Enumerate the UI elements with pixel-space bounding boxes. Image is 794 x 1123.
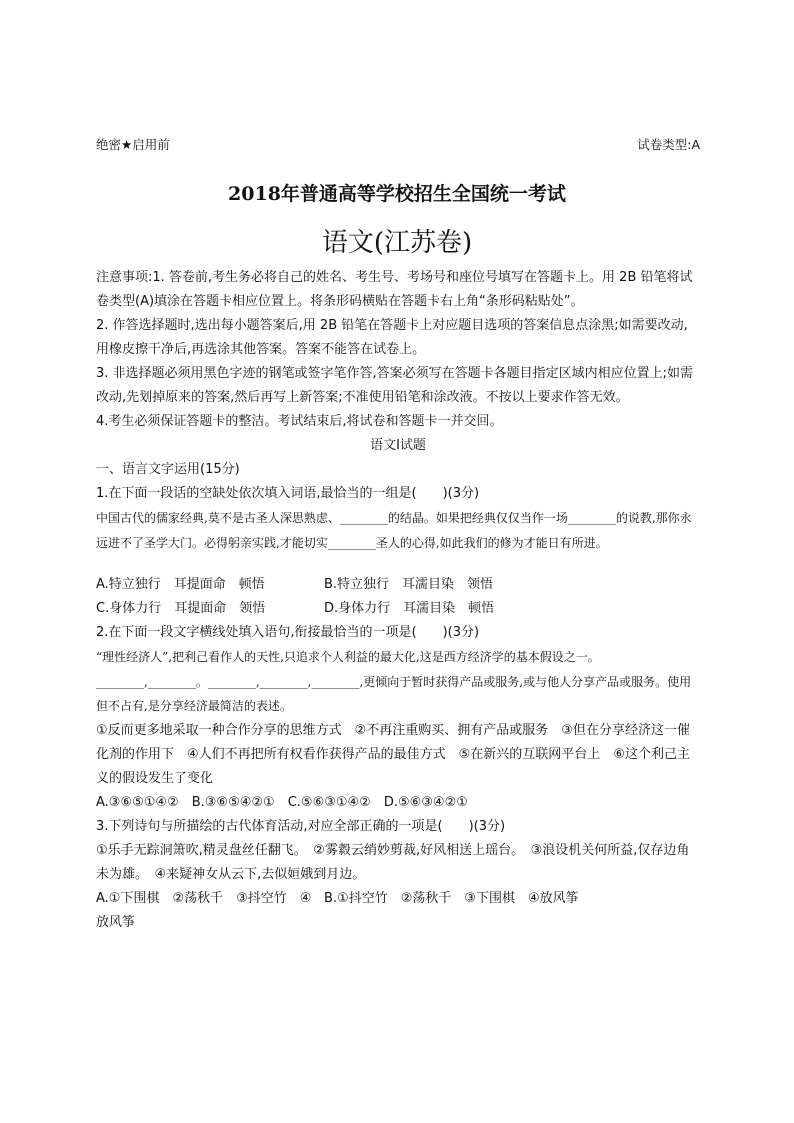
section-heading: 一、语言文字运用(15分): [96, 462, 240, 477]
note-2: 2. 作答选择题时,选出每小题答案后,用 2B 铅笔在答题卡上对应题目选项的答案信息点涂黑;如需要改动,用橡皮擦干净后,再选涂其他答案。答案不能答在试卷上。: [96, 318, 688, 357]
q1-options: [96, 573, 700, 621]
q3-option-a: A.①下围棋 ②荡秋千 ③抖空竹 ④放风筝: [96, 890, 312, 930]
q2-items: ①反而更多地采取一种合作分享的思维方式 ②不再注重购买、拥有产品或服务 ③但在分享经济这一催化剂的作用下 ④人们不再把所有权看作获得产品的最佳方式 ⑤在新兴的互联网平台上 ⑥这个利己主义的假设发生了变化: [96, 722, 690, 786]
subject-title: 语文(江苏卷): [321, 228, 473, 258]
note-3: 3. 非选择题必须用黑色字迹的钢笔或签字笔作答,答案必须写在答题卡各题目指定区域内相应位置上;如需改动,先划掉原来的答案,然后再写上新答案;不准使用铅笔和涂改液。不按以上要求作答无效。: [96, 366, 694, 405]
exam-body: [96, 266, 700, 935]
part-title: 语文Ⅰ试题: [370, 438, 426, 453]
q3-poems: ①乐手无踪洞箫吹,精灵盘丝任翻飞。 ②雾縠云绡妙剪裁,好风相送上瑶台。 ③浪设机关何所益,仅存边角未为雄。 ④来疑神女从云下,去似姮娥到月边。: [96, 842, 690, 882]
q2-passage: “理性经济人”,把利己看作人的天性,只追求个人利益的最大化,这是西方经济学的基本假设之一。________,________。________,________,________,更倾向于暂时获得产品或服务,或与他人分享产品或服务。使用但不占有,是分享经济最简洁的表述。: [96, 650, 692, 713]
q3-option-b: B.①抖空竹 ②荡秋千 ③下围棋 ④放风筝: [324, 890, 579, 906]
spacer: [96, 555, 700, 573]
q1-option-a: A.特立独行 耳提面命 顿悟: [96, 577, 265, 592]
q1-option-b: B.特立独行 耳濡目染 领悟: [324, 577, 494, 592]
confidential-label: 绝密★启用前: [96, 137, 170, 152]
note-4: 4.考生必须保证答题卡的整洁。考试结束后,将试卷和答题卡一并交回。: [96, 414, 503, 429]
q1-stem: 1.在下面一段话的空缺处依次填入词语,最恰当的一组是( )(3分): [96, 486, 480, 501]
q1-option-d: D.身体力行 耳濡目染 顿悟: [324, 601, 495, 616]
q3-stem: 3.下列诗句与所描绘的古代体育活动,对应全部正确的一项是( )(3分): [96, 818, 506, 834]
header-line: [96, 136, 700, 154]
q2-stem: 2.在下面一段文字横线处填入语句,衔接最恰当的一项是( )(3分): [96, 625, 480, 640]
q2-options: A.③⑥⑤①④② B.③⑥⑤④②① C.⑤⑥③①④② D.⑤⑥③④②①: [96, 794, 468, 810]
exam-title: 2018年普通高等学校招生全国统一考试: [228, 183, 566, 205]
q3-options: [96, 887, 700, 935]
note-1: 注意事项:1. 答卷前,考生务必将自己的姓名、考生号、考场号和座位号填写在答题卡上。用 2B 铅笔将试卷类型(A)填涂在答题卡相应位置上。将条形码横贴在答题卡右上角“条形码粘贴处”。: [96, 270, 693, 309]
q1-passage: 中国古代的儒家经典,莫不是古圣人深思熟虑、________的结晶。如果把经典仅仅当作一场________的说教,那你永远进不了圣学大门。必得躬亲实践,才能切实________圣人的心得,如此我们的修为才能日有所进。: [96, 511, 692, 550]
q1-option-c: C.身体力行 耳提面命 领悟: [96, 601, 266, 616]
paper-type-label: 试卷类型:A: [637, 137, 700, 152]
